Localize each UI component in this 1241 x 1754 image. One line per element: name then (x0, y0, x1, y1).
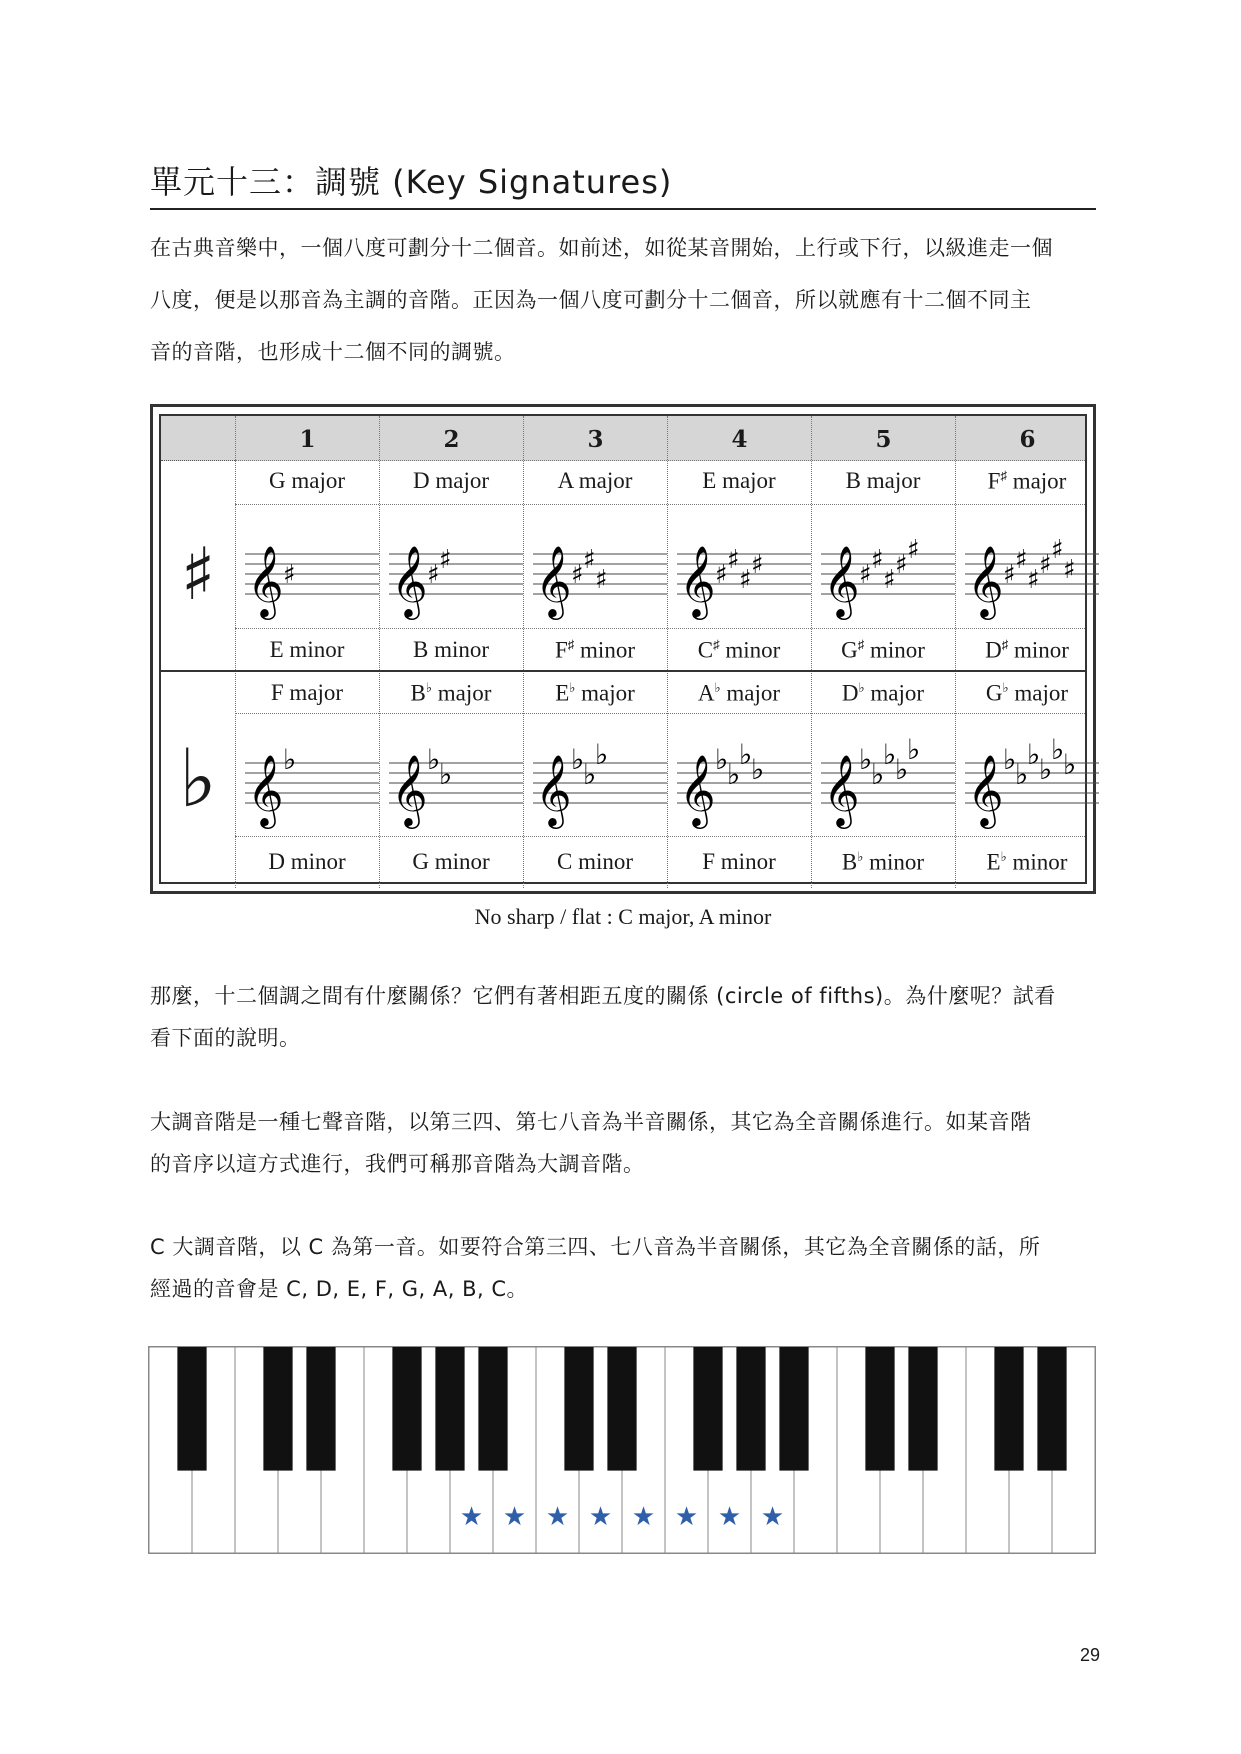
flat-accidental: ♭ (595, 738, 609, 771)
sharp-minor-label-5: G♯ minor (841, 637, 925, 663)
flat-accidental: ♭ (583, 758, 597, 791)
flat-major-label-5: D♭ major (841, 680, 925, 706)
star-icon: ★ (717, 1502, 742, 1532)
sharp-accidental: ♯ (427, 560, 440, 590)
flat-minor-label-5: B♭ minor (841, 849, 925, 875)
major-scale-line-2: 的音序以這方式進行，我們可稱那音階為大調音階。 (150, 1152, 645, 1176)
sharp-key-staff-2 (379, 512, 523, 622)
intro-line-3: 音的音階，也形成十二個不同的調號。 (150, 340, 516, 364)
flat-accidental: ♭ (1015, 758, 1029, 791)
flat-accidental: ♭ (1063, 748, 1077, 781)
staff-drawing (667, 512, 811, 622)
column-header-6: 6 (955, 416, 1099, 460)
black-key (693, 1347, 722, 1471)
flat-accidental: ♭ (859, 743, 873, 776)
sharp-accidental: ♯ (751, 550, 764, 580)
black-key (779, 1347, 808, 1471)
flat-major-label-3: E♭ major (555, 680, 635, 706)
sharp-symbol: ♯ (180, 531, 216, 616)
flat-minor-label-1: D minor (268, 849, 346, 874)
flat-key-staff-6 (955, 721, 1099, 831)
piano-keyboard (148, 1346, 1096, 1554)
star-icon: ★ (631, 1502, 656, 1532)
star-icon: ★ (545, 1502, 570, 1532)
treble-clef-icon: 𝄞 (535, 753, 572, 826)
star-icon: ★ (459, 1502, 484, 1532)
sharp-key-staff-1 (235, 512, 379, 622)
star-icon: ★ (674, 1502, 699, 1532)
page-title: 單元十三：調號 (Key Signatures) (150, 162, 1096, 210)
circle-paragraph (150, 975, 1096, 1059)
treble-clef-icon: 𝄞 (823, 753, 860, 826)
staff-drawing (811, 512, 955, 622)
section-divider (161, 670, 1085, 672)
sharp-accidental: ♯ (1039, 550, 1052, 580)
sharp-accidental: ♯ (1051, 535, 1064, 565)
major-scale-line-1: 大調音階是一種七聲音階，以第三四、第七八音為半音關係，其它為全音關係進行。如某音階 (150, 1110, 1032, 1134)
sharp-accidental: ♯ (907, 535, 920, 565)
table-caption: No sharp / flat : C major, A minor (474, 904, 772, 929)
sharp-accidental: ♯ (1003, 560, 1016, 590)
page-number: 29 (1080, 1645, 1101, 1665)
flat-major-label-2: B♭ major (410, 680, 492, 706)
black-key (306, 1347, 335, 1471)
sharp-accidental: ♯ (595, 565, 608, 595)
flat-accidental: ♭ (1003, 743, 1017, 776)
flat-major-label-4: A♭ major (697, 680, 781, 706)
sharp-minor-label-2: B minor (412, 637, 490, 662)
flat-accidental: ♭ (907, 733, 921, 766)
treble-clef-icon: 𝄞 (535, 544, 572, 617)
row-divider (235, 628, 1085, 629)
treble-clef-icon: 𝄞 (391, 544, 428, 617)
intro-paragraph (150, 222, 1096, 378)
black-key (478, 1347, 507, 1471)
star-icon: ★ (502, 1502, 527, 1532)
staff-drawing (379, 512, 523, 622)
staff-drawing (955, 512, 1099, 622)
piano-keyboard-drawing (149, 1347, 1095, 1553)
staff-drawing (523, 512, 667, 622)
header-corner (161, 416, 235, 460)
column-header-1: 1 (235, 416, 379, 460)
c-major-line-2: 經過的音會是 C, D, E, F, G, A, B, C。 (150, 1277, 529, 1301)
flat-key-staff-4 (667, 721, 811, 831)
black-key (865, 1347, 894, 1471)
flat-key-staff-2 (379, 721, 523, 831)
sharp-accidental: ♯ (871, 545, 884, 575)
row-divider (235, 713, 1085, 714)
sharp-major-label-5: B major (845, 468, 921, 493)
sharp-key-staff-5 (811, 512, 955, 622)
staff-drawing (235, 721, 379, 831)
flat-accidental: ♭ (751, 753, 765, 786)
sharp-accidental: ♯ (883, 565, 896, 595)
sharp-accidental: ♯ (727, 545, 740, 575)
sharp-minor-label-4: C♯ minor (697, 637, 781, 663)
intro-line-2: 八度，便是以那音為主調的音階。正因為一個八度可劃分十二個音，所以就應有十二個不同主 (150, 288, 1032, 312)
circle-line-1: 那麼，十二個調之間有什麼關係？它們有著相距五度的關係 (circle of fifths)。為什麼呢？試看 (150, 984, 1056, 1008)
flat-accidental: ♭ (427, 743, 441, 776)
staff-drawing (523, 721, 667, 831)
intro-line-1: 在古典音樂中，一個八度可劃分十二個音。如前述，如從某音開始，上行或下行，以級進走一個 (150, 236, 1053, 260)
flat-major-label-6: G♭ major (985, 680, 1069, 706)
flat-key-staff-5 (811, 721, 955, 831)
staff-drawing (235, 512, 379, 622)
flat-minor-label-2: G minor (412, 849, 490, 874)
flat-minor-label-4: F minor (702, 849, 776, 874)
sharp-accidental: ♯ (895, 550, 908, 580)
flat-key-staff-1 (235, 721, 379, 831)
row-divider (235, 504, 1085, 505)
sharp-minor-label-3: F♯ minor (555, 637, 635, 663)
major-scale-paragraph (150, 1101, 1096, 1185)
flat-accidental: ♭ (871, 758, 885, 791)
sharp-accidental: ♯ (283, 560, 296, 590)
circle-line-2: 看下面的說明。 (150, 1026, 301, 1050)
column-header-5: 5 (811, 416, 955, 460)
star-icon: ★ (588, 1502, 613, 1532)
sharp-major-label-6: F♯ major (987, 468, 1067, 494)
sharp-key-staff-3 (523, 512, 667, 622)
black-key (177, 1347, 206, 1471)
flat-accidental: ♭ (283, 743, 297, 776)
black-key (263, 1347, 292, 1471)
flat-accidental: ♭ (739, 738, 753, 771)
sharp-accidental: ♯ (859, 560, 872, 590)
black-key (1037, 1347, 1066, 1471)
sharp-accidental: ♯ (715, 560, 728, 590)
column-header-2: 2 (379, 416, 523, 460)
flat-symbol: ♭ (179, 732, 217, 825)
flat-accidental: ♭ (895, 753, 909, 786)
black-key (435, 1347, 464, 1471)
black-key (564, 1347, 593, 1471)
c-major-paragraph (150, 1226, 1096, 1310)
black-key (392, 1347, 421, 1471)
sharp-accidental: ♯ (1015, 545, 1028, 575)
sharp-major-label-3: A major (557, 468, 633, 493)
key-signature-table-inner (159, 414, 1087, 884)
flat-accidental: ♭ (883, 738, 897, 771)
flat-minor-label-6: E♭ minor (986, 849, 1068, 875)
key-signature-table (150, 404, 1096, 894)
treble-clef-icon: 𝄞 (967, 544, 1004, 617)
flat-key-staff-3 (523, 721, 667, 831)
black-key (736, 1347, 765, 1471)
sharp-minor-label-6: D♯ minor (985, 637, 1069, 663)
treble-clef-icon: 𝄞 (823, 544, 860, 617)
row-divider (235, 836, 1085, 837)
flat-accidental: ♭ (439, 758, 453, 791)
sharp-accidental: ♯ (571, 560, 584, 590)
column-header-3: 3 (523, 416, 667, 460)
black-key (994, 1347, 1023, 1471)
flat-minor-label-3: C minor (556, 849, 634, 874)
sharp-accidental: ♯ (1027, 565, 1040, 595)
sharp-minor-label-1: E minor (269, 637, 345, 662)
flat-accidental: ♭ (1039, 753, 1053, 786)
sharp-key-staff-4 (667, 512, 811, 622)
staff-drawing (379, 721, 523, 831)
staff-drawing (811, 721, 955, 831)
treble-clef-icon: 𝄞 (247, 753, 284, 826)
treble-clef-icon: 𝄞 (679, 544, 716, 617)
sharp-major-label-2: D major (412, 468, 489, 493)
sharp-major-label-4: E major (702, 468, 776, 493)
star-icon: ★ (760, 1502, 785, 1532)
sharp-major-label-1: G major (268, 468, 345, 493)
flat-accidental: ♭ (715, 743, 729, 776)
flat-major-label-1: F major (270, 680, 344, 705)
treble-clef-icon: 𝄞 (247, 544, 284, 617)
sharp-accidental: ♯ (583, 545, 596, 575)
flat-accidental: ♭ (1051, 733, 1065, 766)
c-major-line-1: C 大調音階，以 C 為第一音。如要符合第三四、七八音為半音關係，其它為全音關係的話，所 (150, 1235, 1041, 1259)
staff-drawing (955, 721, 1099, 831)
black-key (908, 1347, 937, 1471)
column-header-4: 4 (667, 416, 811, 460)
treble-clef-icon: 𝄞 (679, 753, 716, 826)
black-key (607, 1347, 636, 1471)
treble-clef-icon: 𝄞 (391, 753, 428, 826)
flat-accidental: ♭ (571, 743, 585, 776)
flat-accidental: ♭ (727, 758, 741, 791)
staff-drawing (667, 721, 811, 831)
sharp-key-staff-6 (955, 512, 1099, 622)
row-divider (235, 460, 1085, 461)
sharp-accidental: ♯ (1063, 555, 1076, 585)
sharp-accidental: ♯ (439, 545, 452, 575)
treble-clef-icon: 𝄞 (967, 753, 1004, 826)
sharp-accidental: ♯ (739, 565, 752, 595)
flat-accidental: ♭ (1027, 738, 1041, 771)
